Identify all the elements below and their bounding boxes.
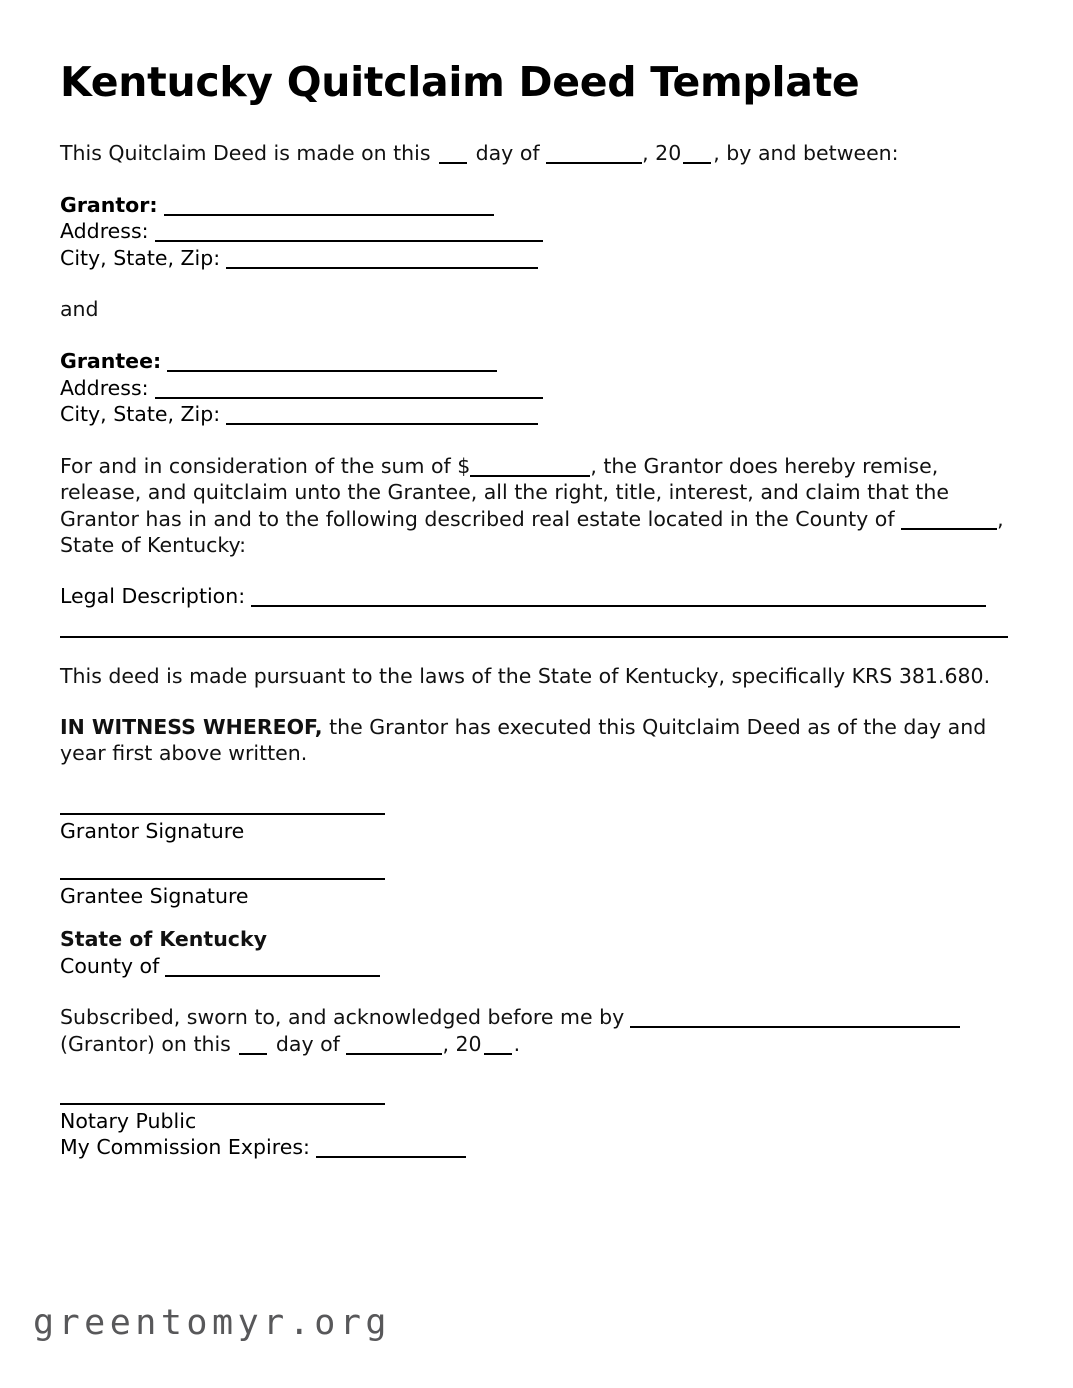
grantor-city-blank [226, 267, 538, 269]
grantee-signature-caption: Grantee Signature [60, 884, 249, 909]
notary-acknowledgement [60, 1004, 1010, 1056]
spacer [60, 844, 1010, 878]
grantor-address-blank [155, 240, 543, 242]
grantee-name-label: Grantee: [60, 349, 162, 374]
notary-county-label: County of [60, 953, 160, 978]
grantee-address-row [60, 375, 1010, 402]
notary-month-blank [346, 1053, 442, 1055]
notary-public-caption: Notary Public [60, 1108, 197, 1133]
notary-ack-part3: day of [275, 1031, 340, 1056]
notary-signer-blank [630, 1026, 960, 1028]
legal-description-blank-line-1 [251, 605, 986, 607]
notary-ack-part2: (Grantor) on this [60, 1031, 231, 1056]
grantee-name-row [60, 348, 1010, 375]
legal-description-row [60, 583, 1010, 610]
intro-text-part1: This Quitclaim Deed is made on this [60, 140, 431, 165]
commission-expires-label: My Commission Expires: [60, 1135, 310, 1160]
grantor-signature-line[interactable] [60, 813, 385, 815]
legal-description-label: Legal Description: [60, 583, 246, 608]
notary-ack-part4: , 20 [442, 1031, 482, 1056]
grantee-signature-line[interactable] [60, 878, 385, 880]
intro-day-blank [439, 162, 467, 164]
spacer [60, 638, 1010, 663]
grantor-signature-caption: Grantor Signature [60, 818, 245, 843]
intro-paragraph [60, 140, 1010, 167]
grantee-address-label: Address: [60, 375, 149, 400]
notary-county-blank [165, 975, 380, 977]
commission-expires-blank [316, 1156, 466, 1158]
conjunction-and: and [60, 297, 99, 322]
spacer [60, 689, 1010, 714]
notary-block [60, 926, 1010, 1161]
document-body [60, 60, 1010, 1161]
spacer [60, 558, 1010, 583]
notary-state-heading: State of Kentucky [60, 927, 267, 951]
grantee-city-row [60, 401, 1010, 428]
notary-ack-part1: Subscribed, sworn to, and acknowledged before me by [60, 1005, 625, 1030]
grantor-name-blank [164, 214, 494, 216]
grantee-block [60, 348, 1010, 428]
consideration-sum-blank [470, 475, 590, 477]
grantee-signature-block [60, 878, 1010, 910]
grantee-city-label: City, State, Zip: [60, 402, 221, 427]
intro-year-blank [683, 162, 711, 164]
grantee-address-blank [155, 397, 543, 399]
notary-signature-block [60, 1103, 1010, 1135]
intro-month-blank [546, 162, 642, 164]
legal-description-block [60, 583, 1010, 638]
notary-signature-line[interactable] [60, 1103, 385, 1105]
consideration-text-part2: , the Grantor does hereby remise, release, and quitclaim unto the Grantee, all the right, title, interest, and claim that the Grantor has in and to the following described real estate located in the County of [60, 454, 949, 531]
page-title: Kentucky Quitclaim Deed Template [60, 58, 860, 106]
notary-ack-part5: . [513, 1031, 521, 1056]
consideration-paragraph [60, 453, 1010, 558]
notary-year-blank [484, 1053, 512, 1055]
consideration-text-part3: , State of Kentucky: [60, 506, 1004, 557]
intro-text-part4: , by and between: [713, 140, 899, 165]
spacer [60, 271, 1010, 296]
witness-body: the Grantor has executed this Quitclaim Deed as of the day and year first above written. [60, 715, 987, 766]
grantor-address-row [60, 218, 1010, 245]
spacer [60, 767, 1010, 813]
site-watermark: greentomyr.org [33, 1303, 392, 1343]
intro-text-part3: , 20 [642, 140, 682, 165]
grantor-signature-block [60, 813, 1010, 845]
spacer [60, 1057, 1010, 1103]
grantee-city-blank [226, 423, 538, 425]
consideration-text-part1: For and in consideration of the sum of $ [60, 454, 471, 479]
statute-clause: This deed is made pursuant to the laws of the State of Kentucky, specifically KRS 381.680. [60, 663, 991, 688]
spacer [60, 428, 1010, 453]
witness-clause [60, 714, 1010, 766]
intro-text-part2: day of [475, 140, 540, 165]
spacer [60, 910, 1010, 926]
commission-expires-row [60, 1134, 1010, 1161]
grantor-block [60, 192, 1010, 272]
consideration-county-blank [901, 528, 997, 530]
grantor-name-label: Grantor: [60, 192, 158, 217]
grantor-name-row [60, 192, 1010, 219]
grantor-address-label: Address: [60, 219, 149, 244]
witness-heading: IN WITNESS WHEREOF, [60, 715, 323, 740]
grantor-city-label: City, State, Zip: [60, 245, 221, 270]
notary-day-blank [239, 1053, 267, 1055]
spacer [60, 979, 1010, 1004]
grantee-name-blank [167, 370, 497, 372]
grantor-city-row [60, 245, 1010, 272]
notary-county-row [60, 953, 1010, 980]
spacer [60, 323, 1010, 348]
spacer [60, 167, 1010, 192]
